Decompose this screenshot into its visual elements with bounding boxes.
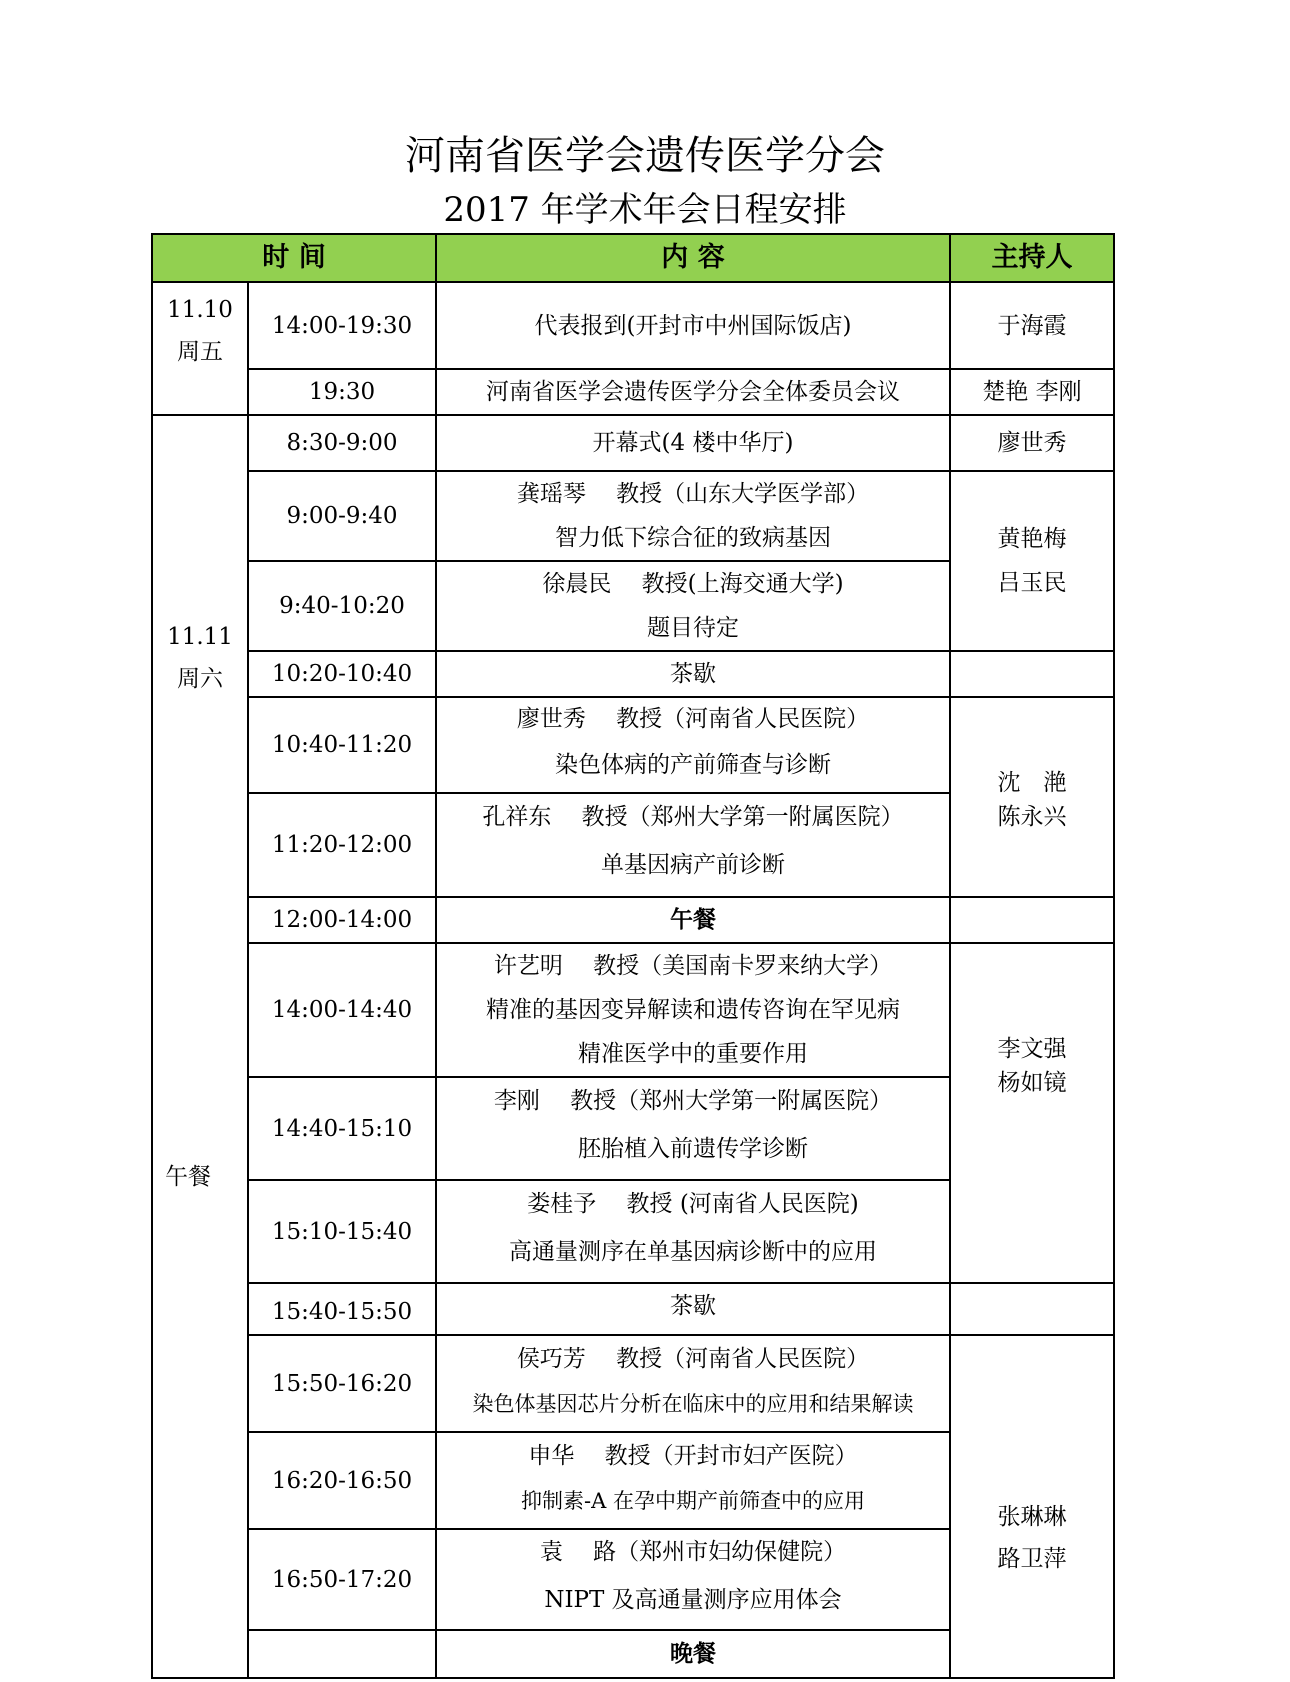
speaker-line: 申华 教授（开封市妇产医院） [528,1442,858,1469]
topic-line: 染色体基因芯片分析在临床中的应用和结果解读 [472,1391,914,1416]
content-cell: 开幕式(4 楼中华厅) [436,415,950,471]
time-cell: 16:20-16:50 [248,1432,436,1529]
table-row [152,1283,1114,1335]
host-name: 杨如镜 [997,1070,1067,1096]
topic-line: 染色体病的产前筛查与诊断 [555,752,831,778]
time-cell: 10:40-11:20 [248,697,436,793]
header-time: 时 间 [152,234,436,282]
time-cell: 15:50-16:20 [248,1335,436,1432]
host-cell [950,1283,1114,1335]
time-cell: 9:40-10:20 [248,561,436,651]
time-cell: 10:20-10:40 [248,651,436,697]
date-label: 11.11 [167,624,233,650]
topic-line: 胚胎植入前遗传学诊断 [578,1135,808,1162]
time-cell: 15:10-15:40 [248,1180,436,1283]
host-cell [950,651,1114,697]
table-row [152,1335,1114,1432]
host-cell: 楚艳 李刚 [950,369,1114,415]
content-cell: 茶歇 [436,651,950,697]
host-cell [950,897,1114,943]
time-cell: 14:40-15:10 [248,1077,436,1180]
topic-line: 精准医学中的重要作用 [578,1041,808,1067]
host-cell: 于海霞 [950,282,1114,369]
afternoon-label: 午餐 [165,1164,211,1190]
talk-cell [436,471,950,561]
topic-line: 高通量测序在单基因病诊断中的应用 [509,1238,877,1265]
host-cell [950,1335,1114,1678]
time-cell: 11:20-12:00 [248,793,436,897]
table-row [152,415,1114,471]
time-cell: 15:40-15:50 [248,1283,436,1335]
table-row [152,471,1114,561]
document-title: 河南省医学会遗传医学分会 [405,133,885,179]
time-cell [248,1630,436,1678]
content-cell: 茶歇 [436,1283,950,1335]
table-row [152,369,1114,415]
speaker-line: 李刚 教授（郑州大学第一附属医院） [493,1087,893,1114]
host-cell: 廖世秀 [950,415,1114,471]
topic-line: 精准的基因变异解读和遗传咨询在罕见病 [486,997,900,1023]
document-subtitle: 2017 年学术年会日程安排 [443,190,847,230]
date-cell [152,415,248,1678]
table-row [152,651,1114,697]
host-name: 陈永兴 [997,804,1067,830]
content-cell: 河南省医学会遗传医学分会全体委员会议 [436,369,950,415]
host-cell [950,943,1114,1283]
schedule-table [151,233,1115,1679]
topic-line: 题目待定 [647,615,739,641]
header-row [152,234,1114,282]
host-cell [950,697,1114,897]
content-cell: 代表报到(开封市中州国际饭店) [436,282,950,369]
time-cell: 19:30 [248,369,436,415]
table-row [152,697,1114,793]
speaker-line: 袁 路（郑州市妇幼保健院） [539,1538,847,1565]
topic-line: 抑制素-A 在孕中期产前筛查中的应用 [521,1488,865,1513]
time-cell: 8:30-9:00 [248,415,436,471]
talk-cell [436,561,950,651]
date-cell [152,282,248,415]
talk-cell [436,943,950,1077]
speaker-line: 侯巧芳 教授（河南省人民医院） [516,1345,870,1372]
host-name: 沈 滟 [997,770,1067,796]
host-name: 黄艳梅 [997,526,1067,552]
weekday-label: 周六 [177,666,223,692]
speaker-line: 孔祥东 教授（郑州大学第一附属医院） [482,804,904,830]
host-cell [950,471,1114,651]
talk-cell [436,1529,950,1630]
talk-cell [436,1432,950,1529]
speaker-line: 龚瑶琴 教授（山东大学医学部） [516,481,870,507]
time-cell: 16:50-17:20 [248,1529,436,1630]
speaker-line: 娄桂予 教授 (河南省人民医院) [527,1190,859,1217]
table-row [152,897,1114,943]
talk-cell [436,793,950,897]
weekday-label: 周五 [177,339,223,365]
time-cell: 12:00-14:00 [248,897,436,943]
date-label: 11.10 [167,297,233,323]
talk-cell [436,1335,950,1432]
header-content: 内 容 [436,234,950,282]
content-cell: 晚餐 [436,1630,950,1678]
time-cell: 9:00-9:40 [248,471,436,561]
speaker-line: 廖世秀 教授（河南省人民医院） [516,706,870,732]
content-cell: 午餐 [436,897,950,943]
time-cell: 14:00-19:30 [248,282,436,369]
host-name: 张琳琳 [997,1504,1067,1530]
host-name: 吕玉民 [997,570,1067,596]
talk-cell [436,697,950,793]
speaker-line: 许艺明 教授（美国南卡罗来纳大学） [493,953,893,979]
topic-line: 智力低下综合征的致病基因 [555,525,831,551]
table-row [152,943,1114,1077]
table-row [152,282,1114,369]
host-name: 李文强 [997,1036,1067,1062]
header-host: 主持人 [950,234,1114,282]
host-name: 路卫萍 [997,1546,1067,1572]
speaker-line: 徐晨民 教授(上海交通大学) [542,571,844,597]
time-cell: 14:00-14:40 [248,943,436,1077]
topic-line: NIPT 及高通量测序应用体会 [544,1586,842,1613]
talk-cell [436,1180,950,1283]
topic-line: 单基因病产前诊断 [601,852,785,878]
talk-cell [436,1077,950,1180]
